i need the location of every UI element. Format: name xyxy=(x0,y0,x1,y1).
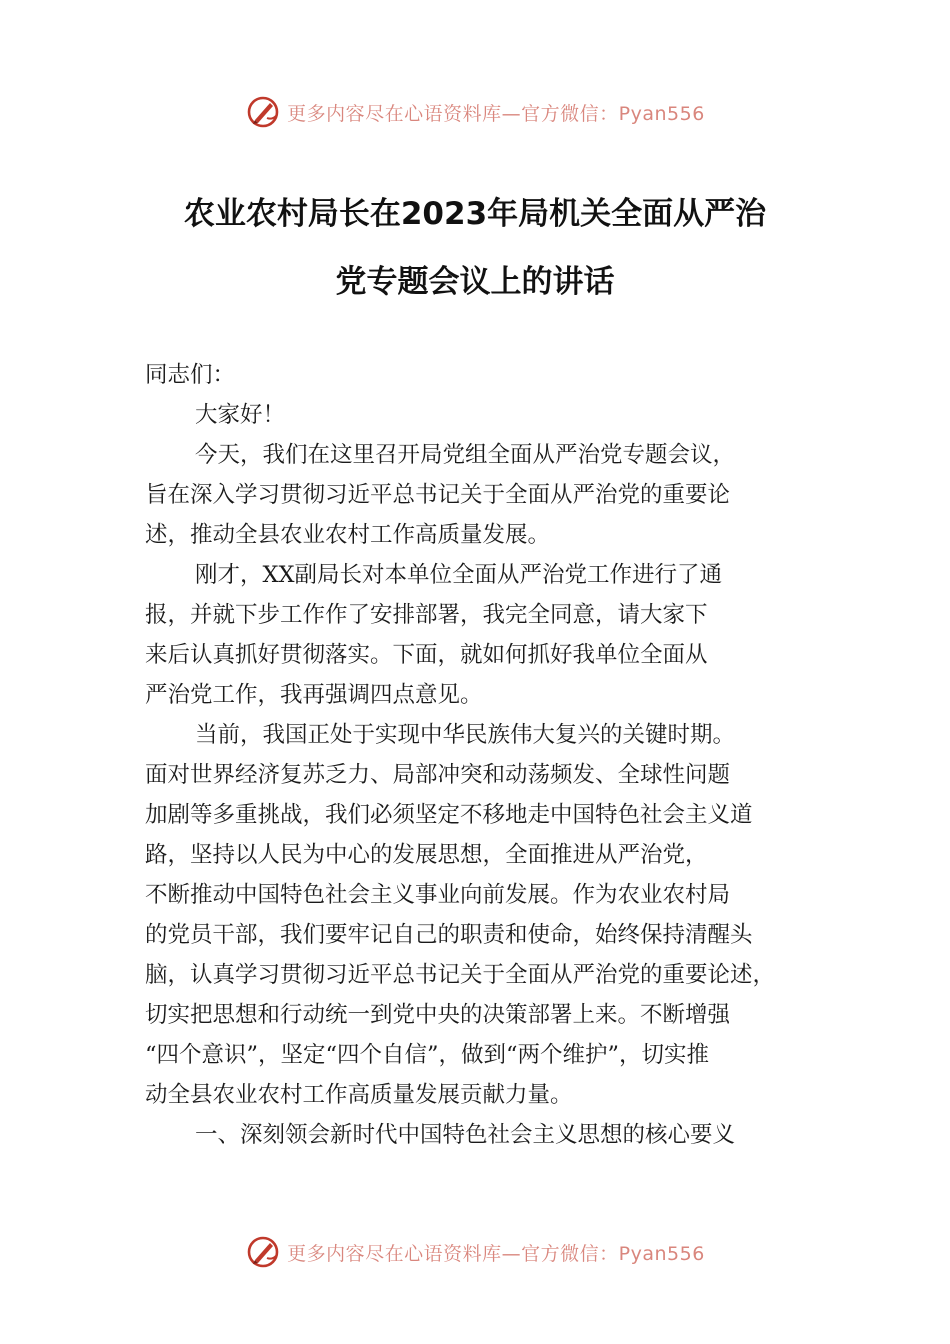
body-line: 旨在深入学习贯彻习近平总书记关于全面从严治党的重要论 xyxy=(145,482,731,508)
body-line: 动全县农业农村工作高质量发展贡献力量。 xyxy=(145,1082,573,1108)
document-body xyxy=(145,355,835,1155)
salutation: 同志们： xyxy=(145,362,236,388)
body-line: 切实把思想和行动统一到党中央的决策部署上来。不断增强 xyxy=(145,1002,731,1028)
body-line: 报，并就下步工作作了安排部署，我完全同意，请大家下 xyxy=(145,602,708,628)
document-title-line-1: 农业农村局长在2023年局机关全面从严治 xyxy=(183,196,767,232)
body-line: “四个意识”，坚定“四个自信”，做到“两个维护”，切实推 xyxy=(145,1042,710,1068)
body-line: 脑，认真学习贯彻习近平总书记关于全面从严治党的重要论述， xyxy=(145,962,776,988)
header-watermark xyxy=(0,92,950,132)
body-line: 当前，我国正处于实现中华民族伟大复兴的关键时期。 xyxy=(195,722,736,748)
document-title-line-2: 党专题会议上的讲话 xyxy=(335,264,615,300)
body-line: 不断推动中国特色社会主义事业向前发展。作为农业农村局 xyxy=(145,882,731,908)
body-line: 来后认真抓好贯彻落实。下面，就如何抓好我单位全面从 xyxy=(145,642,708,668)
body-line: 的党员干部，我们要牢记自己的职责和使命，始终保持清醒头 xyxy=(145,922,753,948)
pen-logo-icon xyxy=(245,94,281,130)
body-line: 面对世界经济复苏乏力、局部冲突和动荡频发、全球性问题 xyxy=(145,762,731,788)
watermark-text: 更多内容尽在心语资料库—官方微信：Pyan556 xyxy=(287,1242,705,1265)
body-line: 今天，我们在这里召开局党组全面从严治党专题会议， xyxy=(195,442,736,468)
body-line: 述，推动全县农业农村工作高质量发展。 xyxy=(145,522,551,548)
footer-watermark xyxy=(0,1232,950,1272)
watermark-text: 更多内容尽在心语资料库—官方微信：Pyan556 xyxy=(287,102,705,125)
pen-logo-icon xyxy=(245,1234,281,1270)
body-line: 加剧等多重挑战，我们必须坚定不移地走中国特色社会主义道 xyxy=(145,802,753,828)
body-line: 路，坚持以人民为中心的发展思想，全面推进从严治党， xyxy=(145,842,708,868)
section-heading: 一、深刻领会新时代中国特色社会主义思想的核心要义 xyxy=(195,1122,736,1148)
body-line: 刚才，XX副局长对本单位全面从严治党工作进行了通 xyxy=(195,562,723,588)
body-line: 严治党工作，我再强调四点意见。 xyxy=(145,682,483,708)
greeting: 大家好！ xyxy=(195,402,286,428)
